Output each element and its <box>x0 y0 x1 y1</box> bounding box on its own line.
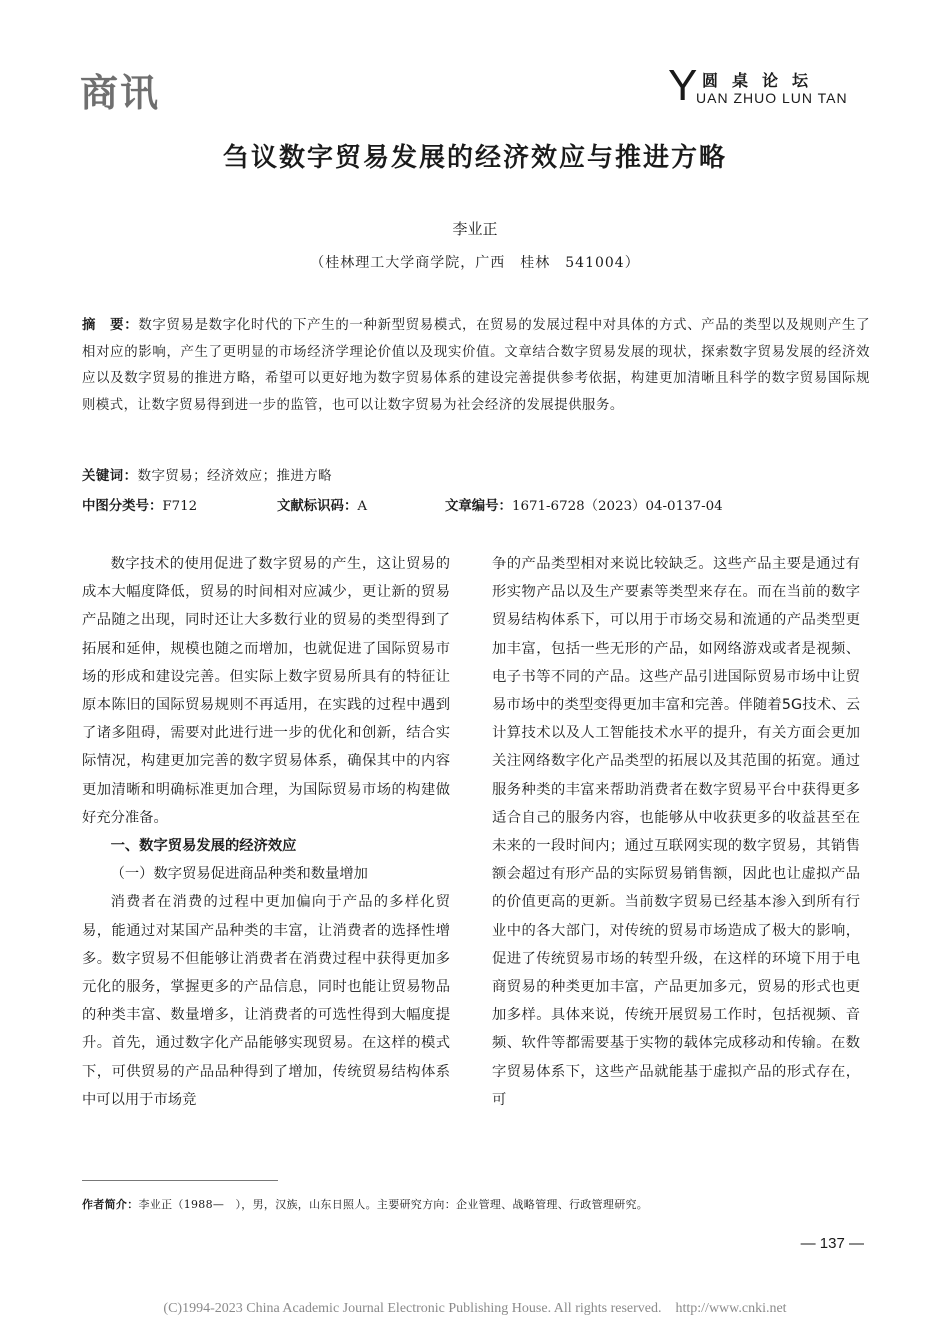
journal-name: 商讯 <box>80 71 161 115</box>
abstract-text: 数字贸易是数字化时代的下产生的一种新型贸易模式，在贸易的发展过程中对具体的方式、产品的类型以及规则产生了相对应的影响，产生了更明显的市场经济学理论价值以及现实价值。文章结合数字贸易发展的现状，探索数字贸易发展的经济效应以及数字贸易的推进方略，希望可以更好地为数字贸易体系的建设完善提供参考依据，构建更加清晰且科学的数字贸易国际规则模式，让数字贸易得到进一步的监管，也可以让数字贸易为社会经济的发展提供服务。 <box>82 318 871 413</box>
column-logo <box>668 61 868 112</box>
paragraph: 消费者在消费的过程中更加偏向于产品的多样化贸易，能通过对某国产品种类的丰富，让消费者的选择性增多。数字贸易不但能够让消费者在消费过程中获得更加多元化的服务，掌握更多的产品信息，同时也能让贸易物品的种类丰富、数量增多，让消费者的可选性得到大幅度提升。首先，通过数字化产品能够实现贸易。在这样的模式下，可供贸易的产品品种得到了增加，传统贸易结构体系中可以用于市场竞 <box>82 894 450 1108</box>
footnote-divider <box>82 1180 278 1181</box>
doc-code-value: A <box>357 499 368 514</box>
keywords-label: 关键词： <box>82 469 138 484</box>
section-heading: 一、数字贸易发展的经济效应 <box>110 838 297 855</box>
page-number: — 137 — <box>800 1235 864 1252</box>
keywords-text: 数字贸易；经济效应；推进方略 <box>137 469 333 484</box>
clc-value: F712 <box>162 499 198 514</box>
copyright-notice: (C)1994-2023 China Academic Journal Electronic Publishing House. All rights reserved. http://www.cnki.net <box>163 1301 787 1316</box>
footnote-text: 李业正（1988— ），男，汉族，山东日照人。主要研究方向：企业管理、战略管理、行政管理研究。 <box>138 1198 649 1211</box>
subsection-heading: （一）数字贸易促进商品种类和数量增加 <box>110 866 368 883</box>
author-footnote <box>82 1196 648 1212</box>
body-column-left <box>82 550 450 1114</box>
paragraph: 数字技术的使用促进了数字贸易的产生，这让贸易的成本大幅度降低，贸易的时间相对应减少，更让新的贸易产品随之出现，同时还让大多数行业的贸易的类型得到了拓展和延伸，规模也随之而增加，也就促进了国际贸易市场的形成和建设完善。但实际上数字贸易所具有的特征让原本陈旧的国际贸易规则不再适用，在实践的过程中遇到了诸多阻碍，需要对此进行进一步的优化和创新，结合实际情况，构建更加完善的数字贸易体系，确保其中的内容更加清晰和明确标准更加合理，为国际贸易市场的构建做好充分准备。 <box>82 556 450 826</box>
doc-code-label: 文献标识码： <box>277 499 358 514</box>
clc-number <box>82 495 197 514</box>
abstract-label: 摘 要： <box>82 318 139 333</box>
column-letter: Y <box>668 61 698 110</box>
article-id-value: 1671-6728（2023）04-0137-04 <box>511 499 723 514</box>
clc-label: 中图分类号： <box>82 499 163 514</box>
document-code <box>277 495 367 514</box>
article-id <box>445 495 723 514</box>
footnote-label: 作者简介： <box>82 1198 139 1211</box>
body-column-right <box>492 550 860 1114</box>
abstract <box>82 313 870 419</box>
paragraph: 争的产品类型相对来说比较缺乏。这些产品主要是通过有形实物产品以及生产要素等类型来存在。而在当前的数字贸易结构体系下，可以用于市场交易和流通的产品类型更加丰富，包括一些无形的产品，如网络游戏或者是视频、电子书等不同的产品。这些产品引进国际贸易市场中让贸易市场中的类型变得更加丰富和完善。伴随着5G技术、云计算技术以及人工智能技术水平的提升，有关方面会更加关注网络数字化产品类型的拓展以及其范围的拓宽。通过服务种类的丰富来帮助消费者在数字贸易平台中获得更多适合自己的服务内容，也能够从中收获更多的收益甚至在未来的一段时间内；通过互联网实现的数字贸易，其销售额会超过有形产品的实际贸易销售额，因此也让虚拟产品的价值更高的更新。当前数字贸易已经基本渗入到所有行业中的各大部门，对传统的贸易市场造成了极大的影响，促进了传统贸易市场的转型升级，在这样的环境下用于电商贸易的种类更加丰富，产品更加多元，贸易的形式也更加多样。具体来说，传统开展贸易工作时，包括视频、音频、软件等都需要基于实物的载体完成移动和传输。在数字贸易体系下，这些产品就能基于虚拟产品的形式存在，可 <box>492 556 860 1108</box>
article-id-label: 文章编号： <box>445 499 512 514</box>
column-name-en: UAN ZHUO LUN TAN <box>696 90 848 106</box>
column-name-cn: 圆桌论坛 <box>702 71 823 90</box>
author-affiliation: （桂林理工大学商学院，广西 桂林 541004） <box>310 255 640 271</box>
article-title: 刍议数字贸易发展的经济效应与推进方略 <box>222 143 727 173</box>
keywords <box>82 465 332 484</box>
author-name: 李业正 <box>452 220 498 238</box>
